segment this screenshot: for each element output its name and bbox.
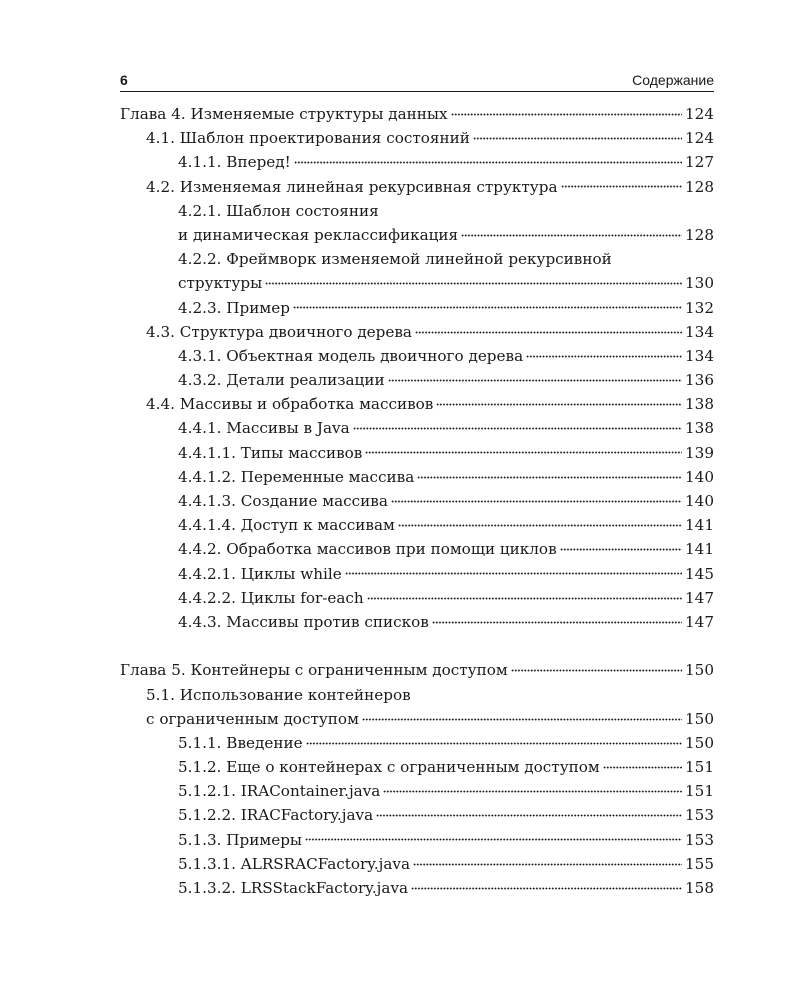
toc-entry-title: 4.3. Структура двоичного дерева (146, 322, 412, 341)
toc-entry-title: 5.1.1. Введение (178, 733, 303, 752)
dot-leader (383, 783, 682, 793)
toc-entry-title: 4.4.2. Обработка массивов при помощи циклов (178, 540, 557, 559)
toc-entry-page: 141 (685, 516, 714, 535)
toc-entry-title: 4.4.3. Массивы против списков (178, 612, 429, 631)
toc-entry-page: 147 (685, 588, 714, 607)
dot-leader (353, 420, 682, 430)
toc-entry-5-1-2-2 (120, 803, 714, 827)
toc-entry-page: 124 (685, 129, 714, 148)
toc-entry-4-2-3 (120, 296, 714, 320)
toc-entry-4-2 (120, 175, 714, 199)
toc-entry-5-1-3-1 (120, 852, 714, 876)
toc-entry-4-4-3 (120, 610, 714, 634)
dot-leader (436, 396, 682, 406)
toc-entry-title: 5.1.3.2. LRSStackFactory.java (178, 879, 409, 897)
running-title: Содержание (632, 72, 714, 88)
toc-entry-4-1-1 (120, 150, 714, 174)
toc-entry-5-1-line2 (120, 707, 714, 731)
toc-entry-title: Глава 4. Изменяемые структуры данных (120, 105, 448, 123)
toc-entry-title: 4.4.2.2. Циклы for-each (178, 588, 364, 607)
toc-entry-title: 5.1.3.1. ALRSRACFactory.java (178, 854, 411, 873)
toc-entry-page: 138 (685, 395, 714, 414)
toc-entry-4-4-1-3 (120, 489, 714, 513)
toc-entry-page: 145 (685, 564, 714, 583)
toc-entry-title: 4.3.1. Объектная модель двоичного дерева (178, 346, 524, 365)
toc-entry-page: 147 (685, 612, 714, 631)
toc-entry-page: 127 (685, 153, 714, 172)
page-number: 6 (120, 72, 128, 88)
dot-leader (293, 300, 682, 310)
dot-leader (451, 106, 682, 116)
toc-entry-page: 138 (685, 419, 714, 438)
toc-entry-title: 5.1.2.1. IRAContainer.java (178, 782, 381, 801)
toc-entry-page: 128 (685, 177, 714, 196)
dot-leader (362, 711, 682, 721)
toc-entry-5-1-3-2 (120, 876, 714, 900)
toc-entry-page: 132 (685, 298, 714, 317)
dot-leader (473, 130, 682, 140)
toc-entry-4-2-2-line2 (120, 271, 714, 295)
toc-entry-page: 134 (685, 322, 714, 341)
toc-entry-5-1-2-1 (120, 779, 714, 803)
dot-leader (306, 735, 682, 745)
toc-entry-page: 130 (685, 274, 714, 293)
dot-leader (345, 566, 682, 576)
dot-leader (367, 590, 682, 600)
toc-entry-page: 153 (685, 830, 714, 849)
dot-leader (415, 324, 682, 334)
toc-entry-page: 128 (685, 225, 714, 244)
dot-leader (432, 614, 682, 624)
toc-entry-page: 150 (685, 733, 714, 752)
toc-entry-page: 134 (685, 346, 714, 365)
toc-entry-4-3-1 (120, 344, 714, 368)
dot-leader (417, 469, 682, 479)
toc-entry-title: 4.2.1. Шаблон состояния (178, 201, 379, 220)
dot-leader (294, 154, 682, 164)
toc-entry-title: 5.1.3. Примеры (178, 830, 302, 849)
toc-entry-4-3 (120, 320, 714, 344)
toc-entry-title-continued: с ограниченным доступом (146, 709, 359, 728)
dot-leader (526, 348, 682, 358)
toc-entry-4-2-1-line1 (120, 199, 714, 223)
dot-leader (388, 372, 682, 382)
chapter-gap (120, 634, 714, 658)
toc-entry-5-1-line1 (120, 683, 714, 707)
dot-leader (411, 880, 682, 890)
toc-entry-title: 4.2. Изменяемая линейная рекурсивная структура (146, 177, 558, 196)
toc-entry-chapter-4 (120, 102, 714, 126)
dot-leader (376, 807, 682, 817)
dot-leader (413, 856, 682, 866)
toc-entry-4-4-1-2 (120, 465, 714, 489)
toc-entry-title: 4.4.2.1. Циклы while (178, 564, 342, 583)
toc-entry-4-4-1-4 (120, 513, 714, 537)
toc-entry-title: 5.1.2.2. IRACFactory.java (178, 806, 374, 825)
toc-entry-4-4-2 (120, 537, 714, 561)
toc-entry-page: 124 (685, 105, 714, 123)
dot-leader (365, 445, 682, 455)
dot-leader (561, 179, 683, 189)
toc-entry-page: 151 (685, 758, 714, 777)
toc-entry-page: 141 (685, 540, 714, 559)
toc-entry-chapter-5 (120, 658, 714, 682)
toc-entry-4-2-2-line1 (120, 247, 714, 271)
dot-leader (305, 832, 682, 842)
toc-entry-title: 5.1.2. Еще о контейнерах с ограниченным доступом (178, 758, 600, 777)
toc-entry-page: 140 (685, 492, 714, 510)
toc-entry-page: 140 (685, 467, 714, 486)
toc-entry-title: 4.4. Массивы и обработка массивов (146, 395, 434, 414)
toc-entry-title: 4.2.2. Фреймворк изменяемой линейной рекурсивной (178, 250, 612, 269)
dot-leader (265, 275, 682, 285)
toc-entry-page: 139 (685, 443, 714, 462)
toc-entry-page: 150 (685, 709, 714, 728)
toc-entry-title: 4.1.1. Вперед! (178, 153, 291, 172)
toc-entry-page: 150 (685, 661, 714, 680)
toc-entry-4-4 (120, 392, 714, 416)
toc-entry-title: 4.4.1.3. Создание массива (178, 492, 388, 510)
toc-entry-title: 4.4.1.1. Типы массивов (178, 443, 363, 462)
dot-leader (511, 662, 682, 672)
toc-entry-4-2-1-line2 (120, 223, 714, 247)
toc-entry-title: 5.1. Использование контейнеров (146, 685, 411, 704)
toc-entry-page: 153 (685, 806, 714, 825)
toc-entry-4-3-2 (120, 368, 714, 392)
toc-entry-page: 155 (685, 854, 714, 873)
toc-entry-page: 136 (685, 371, 714, 390)
toc-entry-4-4-2-2 (120, 586, 714, 610)
toc-entry-4-4-2-1 (120, 562, 714, 586)
toc-entry-title: 4.4.1.2. Переменные массива (178, 467, 415, 486)
toc-entry-page: 158 (685, 879, 714, 897)
toc-entry-title: 4.3.2. Детали реализации (178, 371, 385, 390)
toc-entry-5-1-3 (120, 828, 714, 852)
toc-entry-title: Глава 5. Контейнеры с ограниченным доступом (120, 661, 508, 680)
dot-leader (398, 517, 682, 527)
toc-entry-4-4-1-1 (120, 441, 714, 465)
toc-entry-4-4-1 (120, 416, 714, 440)
toc-entry-title: 4.2.3. Пример (178, 298, 290, 317)
toc-entry-title: 4.4.1. Массивы в Java (178, 419, 350, 438)
toc-entry-title: 4.4.1.4. Доступ к массивам (178, 516, 395, 535)
toc-entry-title: 4.1. Шаблон проектирования состояний (146, 129, 470, 148)
dot-leader (461, 227, 682, 237)
dot-leader (603, 759, 682, 769)
toc-entry-5-1-2 (120, 755, 714, 779)
toc-entry-page: 151 (685, 782, 714, 801)
page-header (120, 68, 714, 92)
toc-entry-5-1-1 (120, 731, 714, 755)
dot-leader (560, 541, 682, 551)
dot-leader (391, 493, 682, 503)
toc-entry-title-continued: структуры (178, 274, 263, 293)
table-of-contents (120, 102, 714, 900)
toc-entry-4-1 (120, 126, 714, 150)
toc-entry-title-continued: и динамическая реклассификация (178, 225, 459, 244)
